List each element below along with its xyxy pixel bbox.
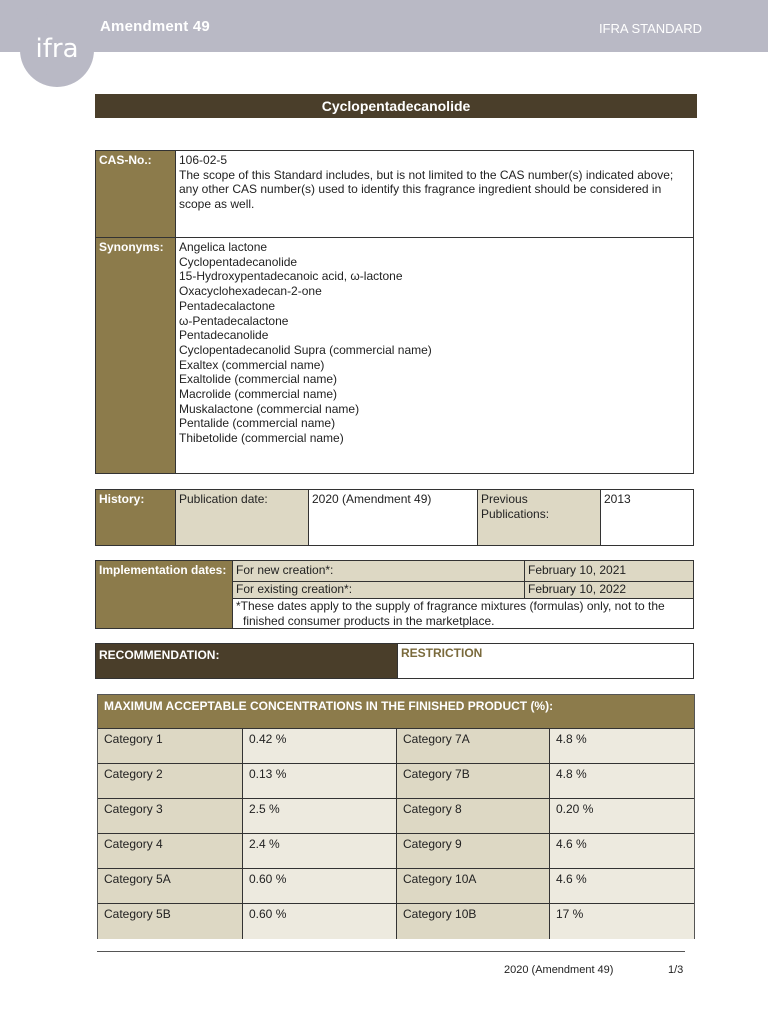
existing-creation-label: For existing creation*: <box>233 582 524 598</box>
cas-synonyms-table <box>95 150 694 474</box>
table-row <box>98 764 694 799</box>
previous-publications-label: Previous Publications: <box>478 490 600 545</box>
category-value: 4.6 % <box>550 869 694 904</box>
category-label: Category 5A <box>98 869 243 904</box>
category-label: Category 4 <box>98 834 243 869</box>
footer-divider <box>97 951 685 952</box>
category-label: Category 10A <box>397 869 550 904</box>
category-label: Category 1 <box>98 729 243 764</box>
document-title: Cyclopentadecanolide <box>95 94 697 118</box>
footer-edition: 2020 (Amendment 49) <box>504 964 614 976</box>
synonym-item: Pentadecanolide <box>179 328 269 343</box>
logo-text: ifra <box>35 34 79 64</box>
synonym-item: Muskalactone (commercial name) <box>179 401 360 416</box>
synonyms-list <box>176 238 693 473</box>
synonym-item: Pentadecalactone <box>179 298 276 313</box>
category-label: Category 9 <box>397 834 550 869</box>
concentrations-header: MAXIMUM ACCEPTABLE CONCENTRATIONS IN THE FINISHED PRODUCT (%): <box>98 695 694 729</box>
category-value: 0.13 % <box>243 764 397 799</box>
recommendation-value: RESTRICTION <box>401 646 483 660</box>
concentrations-table <box>97 694 695 939</box>
category-label: Category 3 <box>98 799 243 834</box>
new-creation-label: For new creation*: <box>233 561 524 581</box>
recommendation-label: RECOMMENDATION: <box>96 644 397 678</box>
category-value: 0.42 % <box>243 729 397 764</box>
synonym-item: Angelica lactone <box>179 240 268 254</box>
category-value: 17 % <box>550 904 694 939</box>
previous-publications-value: 2013 <box>604 492 631 506</box>
synonym-item: Thibetolide (commercial name) <box>179 431 344 446</box>
table-row <box>98 904 694 939</box>
table-row <box>98 869 694 904</box>
category-label: Category 7A <box>397 729 550 764</box>
recommendation-table <box>95 643 694 679</box>
implementation-table <box>95 560 694 629</box>
ifra-logo <box>20 13 94 87</box>
implementation-note: *These dates apply to the supply of fragrance mixtures (formulas) only, not to the finished consumer products in the marketplace. <box>236 599 665 628</box>
cas-scope-text: The scope of this Standard includes, but is not limited to the CAS number(s) indicated above; any other CAS number(s) used to identify this fragrance ingredient should be considered in scope as well. <box>179 167 674 212</box>
cas-number <box>176 151 693 237</box>
category-value: 0.60 % <box>243 904 397 939</box>
category-label: Category 8 <box>397 799 550 834</box>
new-creation-date: February 10, 2021 <box>525 561 693 581</box>
page-number: 1/3 <box>668 964 684 976</box>
category-value: 4.8 % <box>550 729 694 764</box>
category-value: 4.8 % <box>550 764 694 799</box>
synonyms-label: Synonyms: <box>96 238 175 473</box>
implementation-label: Implementation dates: <box>96 561 232 628</box>
publication-date-label: Publication date: <box>176 490 308 545</box>
table-row <box>98 729 694 764</box>
table-row <box>98 799 694 834</box>
category-value: 2.5 % <box>243 799 397 834</box>
category-value: 0.60 % <box>243 869 397 904</box>
synonym-item: Exaltex (commercial name) <box>179 357 325 372</box>
cas-number-value: 106-02-5 <box>179 153 228 167</box>
synonym-item: Cyclopentadecanolide <box>179 254 298 269</box>
publication-date-value: 2020 (Amendment 49) <box>312 492 432 506</box>
synonym-item: Cyclopentadecanolid Supra (commercial name) <box>179 342 432 357</box>
category-label: Category 2 <box>98 764 243 799</box>
category-value: 2.4 % <box>243 834 397 869</box>
cas-label: CAS-No.: <box>96 151 176 237</box>
existing-creation-date: February 10, 2022 <box>525 582 693 598</box>
history-label: History: <box>96 490 175 545</box>
synonym-item: Exaltolide (commercial name) <box>179 372 338 387</box>
category-value: 0.20 % <box>550 799 694 834</box>
synonym-item: Pentalide (commercial name) <box>179 416 336 431</box>
synonym-item: Macrolide (commercial name) <box>179 387 338 402</box>
history-table <box>95 489 694 546</box>
synonym-item: ω-Pentadecalactone <box>179 313 289 328</box>
synonym-item: Oxacyclohexadecan-2-one <box>179 284 322 299</box>
category-value: 4.6 % <box>550 834 694 869</box>
table-row <box>98 834 694 869</box>
category-label: Category 5B <box>98 904 243 939</box>
synonym-item: 15-Hydroxypentadecanoic acid, ω-lactone <box>179 269 403 284</box>
category-label: Category 7B <box>397 764 550 799</box>
amendment-label: Amendment 49 <box>100 18 210 35</box>
category-label: Category 10B <box>397 904 550 939</box>
standard-label: IFRA STANDARD <box>598 21 702 36</box>
